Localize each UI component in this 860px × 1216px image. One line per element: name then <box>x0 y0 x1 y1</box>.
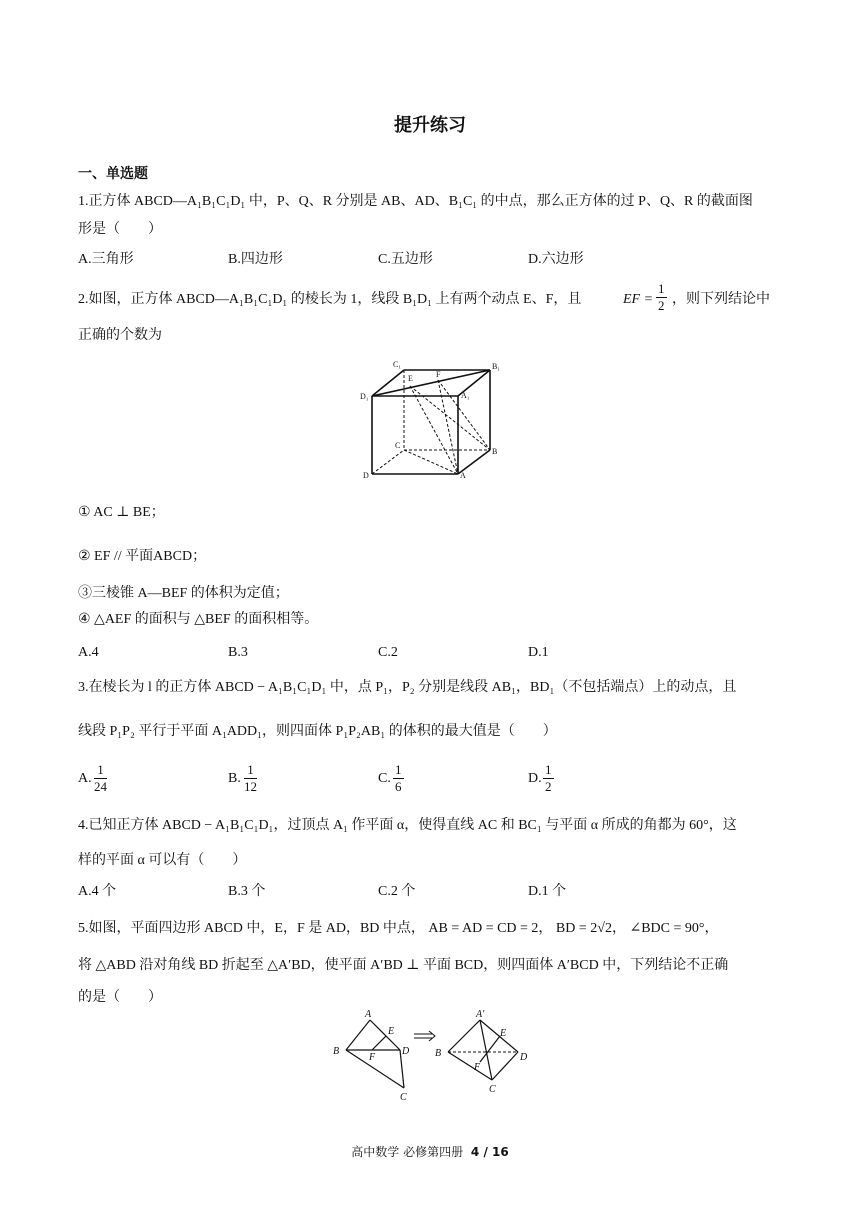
q2-fraction-numerator: 1 <box>658 281 665 296</box>
label-a1: A₁ <box>461 391 470 400</box>
label-e: E <box>408 374 413 383</box>
page-title: 提升练习 <box>394 115 466 136</box>
page-number: 4 / 16 <box>470 1145 509 1159</box>
q5-stem-line3: 的是（ ） <box>78 990 162 1005</box>
q2-item-3: ③三棱锥 A—BEF 的体积为定值； <box>78 586 289 601</box>
q2-item-2: ② EF // 平面ABCD； <box>78 549 207 564</box>
q1-option-a: A.三角形 <box>78 252 134 267</box>
q2-option-a: A.4 <box>78 645 99 660</box>
q1-stem-line2: 形是（ ） <box>78 222 162 237</box>
q3-option-b-prefix: B. <box>228 771 241 786</box>
q2-fraction-denominator: 2 <box>658 298 665 313</box>
fold-arrow-icon <box>414 1031 435 1041</box>
q3-option-c-prefix: C. <box>378 771 391 786</box>
label-d: D <box>363 471 369 480</box>
label-f: F <box>436 370 441 379</box>
q2-stem-line2: 正确的个数为 <box>78 328 162 343</box>
fig-label-e2: E <box>500 1028 507 1039</box>
q3-option-a-prefix: A. <box>78 771 92 786</box>
fig-label-a-prime: A′ <box>476 1009 485 1020</box>
q1-option-b: B.四边形 <box>228 252 283 267</box>
fig-label-c: C <box>400 1092 407 1103</box>
q2-stem-line1-end: ，则下列结论中 <box>672 292 770 307</box>
q2-fraction <box>656 281 667 314</box>
q5-stem-line2: 将 △ABD 沿对角线 BD 折起至 △A′BD，使平面 A′BD ⊥ 平面 BCD，则四面体 A′BCD 中，下列结论不正确 <box>78 958 729 973</box>
label-b: B <box>492 447 498 456</box>
q2-option-d: D.1 <box>528 645 549 660</box>
q3-stem-line1: 3.在棱长为 l 的正方体 ABCD − A₁B₁C₁D₁ 中，点 P₁，P₂ 分别是线段 AB₁，BD₁（不包括端点）上的动点，且 <box>78 680 737 695</box>
q1-option-c: C.五边形 <box>378 252 433 267</box>
q3-option-c-numerator: 1 <box>395 762 402 777</box>
label-a: A <box>460 471 466 480</box>
q3-option-d-numerator: 1 <box>545 762 552 777</box>
label-d1: D₁ <box>360 392 369 401</box>
q3-option-c-denominator: 6 <box>395 779 402 794</box>
q4-option-d: D.1 个 <box>528 884 567 899</box>
fig-label-d2: D <box>520 1052 528 1063</box>
q3-option-b-numerator: 1 <box>244 762 257 779</box>
fig-label-c2: C <box>489 1084 496 1095</box>
q2-option-b: B.3 <box>228 645 248 660</box>
q3-option-a-numerator: 1 <box>94 762 107 779</box>
q1-option-d: D.六边形 <box>528 252 584 267</box>
fig-label-f2: F <box>474 1062 481 1073</box>
q2-eq-lhs: EF = <box>623 292 654 307</box>
q3-option-b-denominator: 12 <box>244 779 257 794</box>
fig-label-e: E <box>388 1026 395 1037</box>
fig-label-d: D <box>402 1046 410 1057</box>
page-footer <box>0 1142 860 1162</box>
q2-stem-line1: 2.如图，正方体 ABCD—A₁B₁C₁D₁ 的棱长为 1，线段 B₁D₁ 上有两个动点 E、F，且 <box>78 292 582 307</box>
fig-label-b2: B <box>435 1048 442 1059</box>
fig-label-a: A <box>365 1009 372 1020</box>
footer-text: 高中数学 必修第四册 <box>351 1145 464 1159</box>
q2-item-1: ① AC ⊥ BE； <box>78 505 165 520</box>
label-b1: B₁ <box>492 362 501 371</box>
q3-option-b-fraction <box>244 762 257 795</box>
q2-cube-figure <box>360 358 510 484</box>
q3-option-a-denominator: 24 <box>94 779 107 794</box>
q3-option-d-denominator: 2 <box>545 779 552 794</box>
q4-option-c: C.2 个 <box>378 884 416 899</box>
q3-stem-line2: 线段 P₁P₂ 平行于平面 A₁ADD₁，则四面体 P₁P₂AB₁ 的体积的最大值是（ ） <box>78 724 557 739</box>
q1-stem-line1: 1.正方体 ABCD—A₁B₁C₁D₁ 中，P、Q、R 分别是 AB、AD、B₁C₁ 的中点，那么正方体的过 P、Q、R 的截面图 <box>78 194 753 209</box>
q4-stem-line2: 样的平面 α 可以有（ ） <box>78 853 247 868</box>
q5-stem-line1: 5.如图，平面四边形 ABCD 中，E，F 是 AD，BD 中点， AB = AD = CD = 2， BD = 2√2， ∠BDC = 90°， <box>78 921 719 936</box>
section-heading: 一、单选题 <box>78 166 148 182</box>
q3-option-a-fraction <box>94 762 107 795</box>
q4-option-a: A.4 个 <box>78 884 117 899</box>
q4-stem-line1: 4.已知正方体 ABCD − A₁B₁C₁D₁，过顶点 A₁ 作平面 α，使得直线 AC 和 BC₁ 与平面 α 所成的角都为 60°，这 <box>78 818 737 833</box>
q4-option-b: B.3 个 <box>228 884 266 899</box>
q2-option-c: C.2 <box>378 645 398 660</box>
label-c1: C₁ <box>393 360 402 369</box>
label-c: C <box>395 441 401 450</box>
q3-option-c-fraction <box>393 762 404 795</box>
q3-option-d-prefix: D. <box>528 771 542 786</box>
q5-folding-figure <box>328 1006 538 1104</box>
q3-option-d-fraction <box>543 762 554 795</box>
q2-item-4: ④ △AEF 的面积与 △BEF 的面积相等。 <box>78 612 319 627</box>
fig-label-f: F <box>369 1052 376 1063</box>
fig-label-b: B <box>333 1046 340 1057</box>
